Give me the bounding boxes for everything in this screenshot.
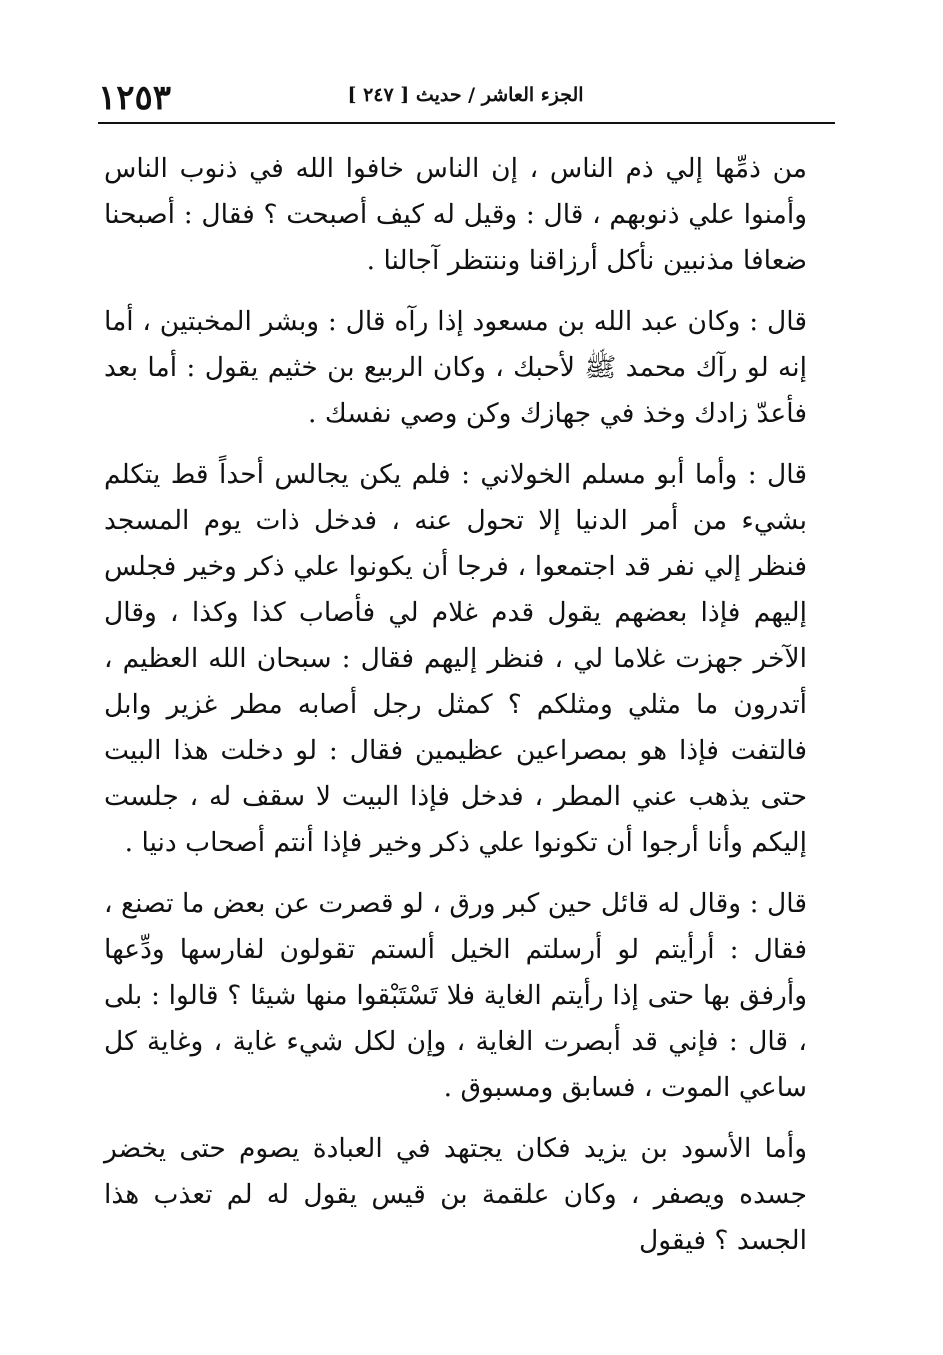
page-number: ١٢٥٣ [98,78,172,118]
page-header [98,78,833,122]
paragraph: وأما الأسود بن يزيد فكان يجتهد في العبادة يصوم حتى يخضر جسده ويصفر ، وكان علقمة بن قيس يقول له لم تعذب هذا الجسد ؟ فيقول [104,1133,807,1256]
paragraph: من ذمِّها إلي ذم الناس ، إن الناس خافوا الله في ذنوب الناس وأمنوا علي ذنوبهم ، قال : وقيل له كيف أصبحت ؟ فقال : أصبحنا ضعافا مذنبين نأكل أرزاقنا وننتظر آجالنا . [104,153,807,276]
running-title: الجزء العاشر / حديث [ ٢٤٧ ] [347,84,584,106]
page-body [104,146,807,1279]
paragraph: قال : وكان عبد الله بن مسعود إذا رآه قال : وبشر المخبتين ، أما إنه لو رآك محمد ﷺ لأحبك ، وكان الربيع بن خثيم يقول : أما بعد فأعدّ زادك وخذ في جهازك وكن وصي نفسك . [104,306,807,429]
paragraph: قال : وأما أبو مسلم الخولاني : فلم يكن يجالس أحداً قط يتكلم بشيء من أمر الدنيا إلا تحول عنه ، فدخل ذات يوم المسجد فنظر إلي نفر قد اجتمعوا ، فرجا أن يكونوا علي ذكر وخير فجلس إليهم فإذا بعضهم يقول قدم غلام لي فأصاب كذا وكذا ، وقال الآخر جهزت غلاما لي ، فنظر إليهم فقال : سبحان الله العظيم ، أتدرون ما مثلي ومثلكم ؟ كمثل رجل أصابه مطر غزير وابل فالتفت فإذا هو بمصراعين عظيمين فقال : لو دخلت هذا البيت حتى يذهب عني المطر ، فدخل فإذا البيت لا سقف له ، جلست إليكم وأنا أرجوا أن تكونوا علي ذكر وخير فإذا أنتم أصحاب دنيا . [104,459,807,858]
header-divider [98,122,835,124]
paragraph: قال : وقال له قائل حين كبر ورق ، لو قصرت عن بعض ما تصنع ، فقال : أرأيتم لو أرسلتم الخيل ألستم تقولون لفارسها ودِّعها وأرفق بها حتى إذا رأيتم الغاية فلا تَسْتَبْقوا منها شيئا ؟ قالوا : بلى ، قال : فإني قد أبصرت الغاية ، وإن لكل شيء غاية ، وغاية كل ساعي الموت ، فسابق ومسبوق . [104,888,807,1103]
